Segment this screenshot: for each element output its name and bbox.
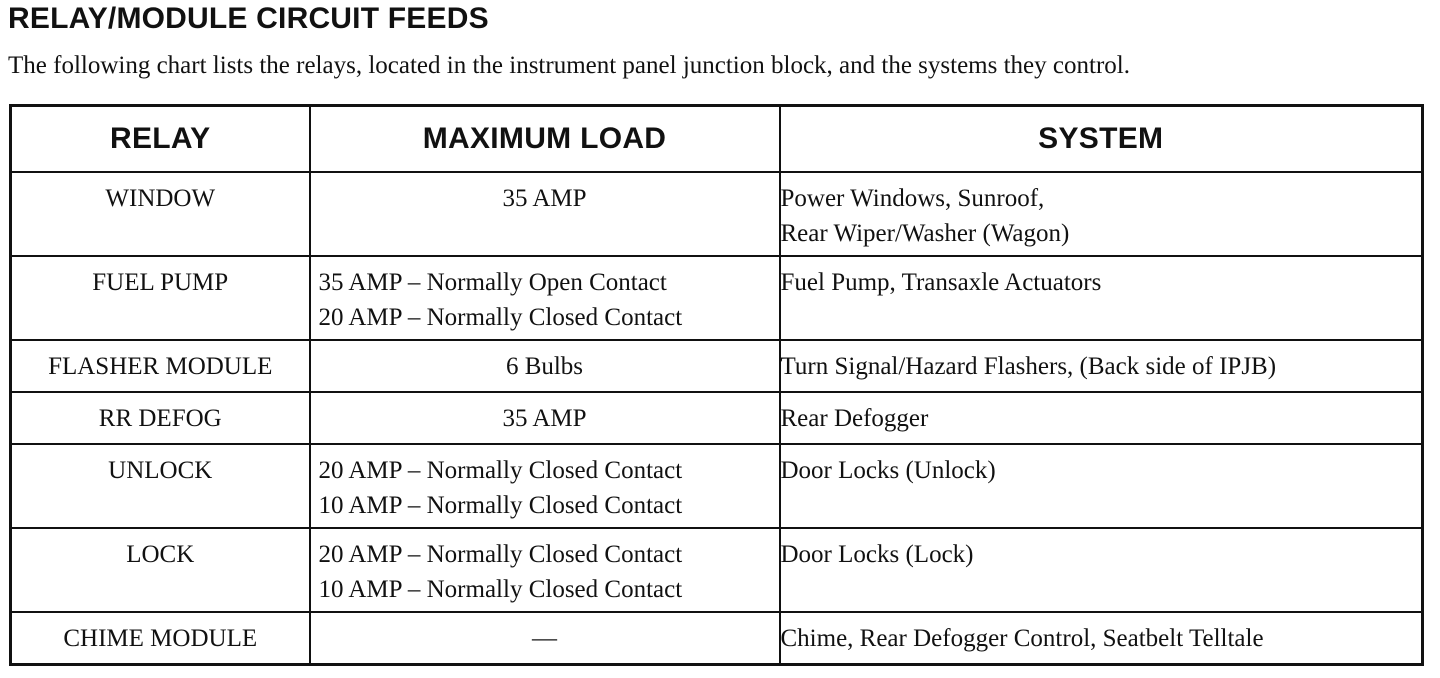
max-load-line: 35 AMP – Normally Open Contact (318, 269, 667, 296)
relay-name: LOCK (126, 541, 195, 568)
max-load-line: 35 AMP (502, 405, 587, 432)
relay-name: FLASHER MODULE (48, 353, 273, 380)
system-cell (780, 392, 1423, 444)
document-intro: The following chart lists the relays, located in the instrument panel junction block, and the systems they control. (8, 52, 1130, 79)
max-load-cell (310, 340, 780, 392)
max-load-cell (310, 612, 780, 665)
relay-feeds-table (9, 104, 1424, 666)
table-row (11, 528, 1423, 612)
max-load-line: 10 AMP – Normally Closed Contact (318, 576, 683, 603)
table-row (11, 340, 1423, 392)
system-cell (780, 612, 1423, 665)
max-load-line: 35 AMP (502, 185, 587, 212)
table-row (11, 256, 1423, 340)
relay-cell (11, 172, 310, 256)
system-line: Door Locks (Unlock) (780, 457, 996, 484)
table-header-row (11, 106, 1423, 173)
table-row (11, 172, 1423, 256)
relay-cell (11, 444, 310, 528)
system-line: Rear Defogger (780, 405, 929, 432)
relay-cell (11, 392, 310, 444)
relay-name: CHIME MODULE (63, 625, 258, 652)
max-load-cell (310, 444, 780, 528)
relay-cell (11, 612, 310, 665)
system-line: Power Windows, Sunroof, (780, 185, 1045, 212)
relay-name: RR DEFOG (98, 405, 222, 432)
table-row (11, 392, 1423, 444)
max-load-line: 20 AMP – Normally Closed Contact (318, 304, 683, 331)
column-header-relay: RELAY (11, 106, 310, 173)
max-load-line: — (532, 625, 557, 652)
relay-name: WINDOW (105, 185, 216, 212)
relay-cell (11, 256, 310, 340)
relay-name: FUEL PUMP (92, 269, 229, 296)
max-load-cell (310, 256, 780, 340)
table-row (11, 612, 1423, 665)
max-load-line: 6 Bulbs (505, 353, 584, 380)
system-cell (780, 172, 1423, 256)
system-cell (780, 444, 1423, 528)
system-line: Door Locks (Lock) (780, 541, 974, 568)
column-header-system: SYSTEM (780, 106, 1423, 173)
system-line: Chime, Rear Defogger Control, Seatbelt Telltale (780, 625, 1264, 652)
relay-cell (11, 528, 310, 612)
relay-cell (11, 340, 310, 392)
table-row (11, 444, 1423, 528)
max-load-cell (310, 392, 780, 444)
max-load-line: 10 AMP – Normally Closed Contact (318, 492, 683, 519)
column-header-max-load: MAXIMUM LOAD (310, 106, 780, 173)
relay-name: UNLOCK (108, 457, 213, 484)
system-cell (780, 340, 1423, 392)
max-load-line: 20 AMP – Normally Closed Contact (318, 457, 683, 484)
system-line: Rear Wiper/Washer (Wagon) (780, 220, 1070, 247)
system-cell (780, 528, 1423, 612)
max-load-line: 20 AMP – Normally Closed Contact (318, 541, 683, 568)
system-line: Turn Signal/Hazard Flashers, (Back side of IPJB) (780, 353, 1277, 380)
system-cell (780, 256, 1423, 340)
max-load-cell (310, 528, 780, 612)
document-title: RELAY/MODULE CIRCUIT FEEDS (8, 2, 489, 35)
system-line: Fuel Pump, Transaxle Actuators (780, 269, 1102, 296)
max-load-cell (310, 172, 780, 256)
